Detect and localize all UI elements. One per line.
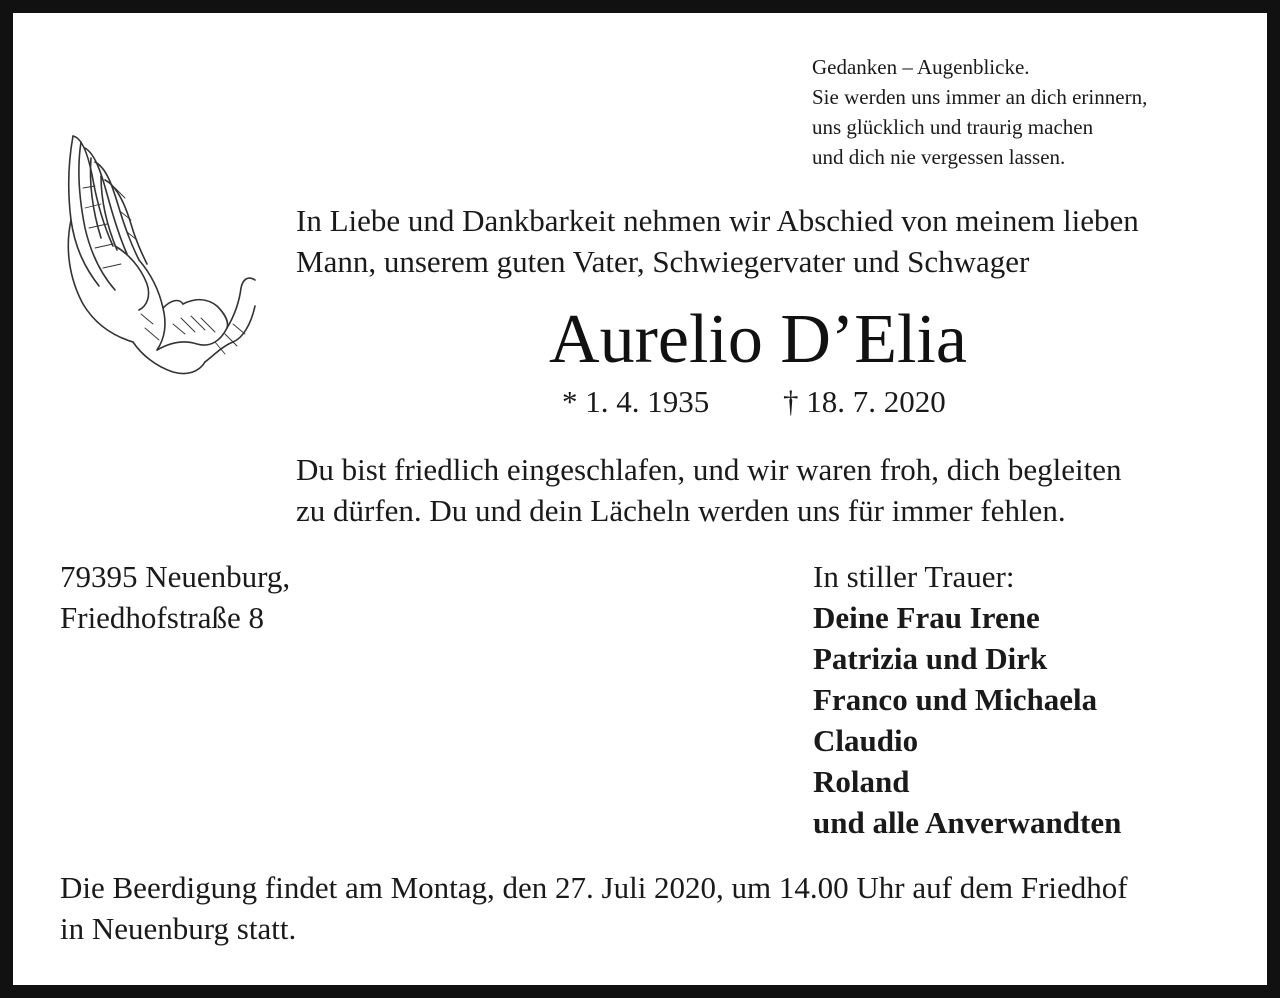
deceased-name: Aurelio D’Elia (549, 301, 967, 378)
mourner-name: und alle Anverwandten (813, 805, 1122, 840)
intro-text (296, 200, 1139, 282)
poem-line: Gedanken – Augenblicke. (812, 55, 1030, 79)
mourners-list (813, 556, 1121, 843)
death-date: † 18. 7. 2020 (783, 384, 946, 419)
praying-hands-icon (55, 128, 260, 383)
mourner-name: Roland (813, 764, 910, 799)
mourner-name: Deine Frau Irene (813, 600, 1040, 635)
funeral-line: Die Beerdigung findet am Montag, den 27. Juli 2020, um 14.00 Uhr auf dem Friedhof (60, 870, 1128, 905)
funeral-line: in Neuenburg statt. (60, 911, 297, 946)
birth-date: * 1. 4. 1935 (562, 384, 710, 419)
intro-line: Mann, unserem guten Vater, Schwiegervater und Schwager (296, 244, 1030, 279)
mourner-name: Franco und Michaela (813, 682, 1098, 717)
mourners-heading: In stiller Trauer: (813, 559, 1015, 594)
funeral-info (60, 867, 1128, 949)
address-line: 79395 Neuenburg, (60, 559, 291, 594)
poem-line: uns glücklich und traurig machen (812, 115, 1094, 139)
poem-line: Sie werden uns immer an dich erinnern, (812, 85, 1148, 109)
mourner-name: Claudio (813, 723, 919, 758)
mourner-name: Patrizia und Dirk (813, 641, 1048, 676)
poem (812, 52, 1147, 172)
farewell-line: zu dürfen. Du und dein Lächeln werden uns für immer fehlen. (296, 493, 1066, 528)
poem-line: und dich nie vergessen lassen. (812, 145, 1066, 169)
intro-line: In Liebe und Dankbarkeit nehmen wir Abschied von meinem lieben (296, 203, 1139, 238)
farewell-text (296, 449, 1122, 531)
family-address (60, 556, 290, 638)
farewell-line: Du bist friedlich eingeschlafen, und wir waren froh, dich begleiten (296, 452, 1122, 487)
address-line: Friedhofstraße 8 (60, 600, 265, 635)
